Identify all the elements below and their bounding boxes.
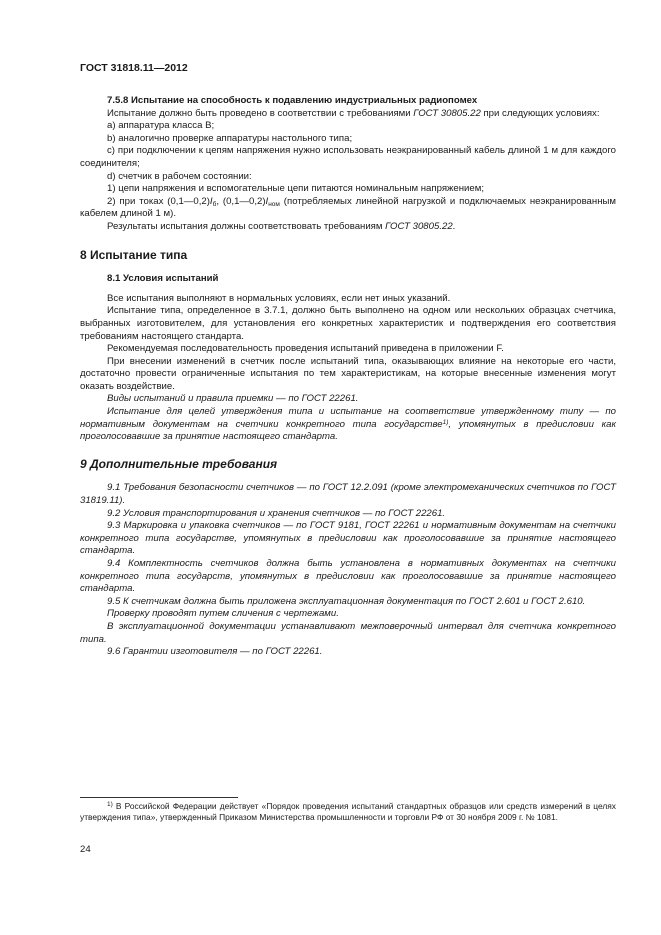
condition-b: b) аналогично проверке аппаратуры настольного типа;	[107, 132, 353, 144]
condition-c: с) при подключении к цепям напряжения нужно использовать неэкранированный кабель длиной 1 м для каждого соединителя;	[80, 145, 616, 169]
footnote	[80, 801, 616, 823]
clause-9-4: 9.4 Комплектность счетчиков должна быть установлена в нормативных документах на счетчики конкретного типа государств, упомянутых в предисловии как проголосовавшие за принятие настоящего стандарта.	[80, 558, 616, 595]
condition-d1: 1) цепи напряжения и вспомогательные цепи питаются номинальным напряжением;	[107, 183, 485, 195]
clause-8-1-p5: Виды испытаний и правила приемки — по ГОСТ 22261.	[107, 393, 359, 405]
footnote-text: $^{1)}$ В Российской Федерации действует «Порядок проведения испытаний стандартных образцов или средств измерений в целях утверждения типа», утвержденный Приказом Министерства промышленности и торговли РФ от 30 ноября 2009 г. № 1081.	[80, 801, 616, 822]
page-number: 24	[80, 844, 91, 855]
clause-9-2: 9.2 Условия транспортирования и хранения счетчиков — по ГОСТ 22261.	[107, 507, 446, 519]
standard-reference: ГОСТ 30805.22	[385, 220, 453, 232]
clause-7-5-8-title: 7.5.8 Испытание на способность к подавлению индустриальных радиопомех	[107, 95, 478, 106]
clause-8-1-p6: Испытание для целей утверждения типа и испытание на соответствие утвержденному типу — по нормативным документам на счетчики конкретного типа государстве$^{1)}$, упомянутых в предисловии как проголосовавшие за принятие настоящего стандарта.	[80, 406, 616, 443]
clause-9-3: 9.3 Маркировка и упаковка счетчиков — по ГОСТ 9181, ГОСТ 22261 и нормативным документам на счетчики конкретного типа государстве, упомянутых в предисловии как проголосовавшие за принятие настоящего стандарта.	[80, 520, 616, 557]
clause-8-1-p4: При внесении изменений в счетчик после испытаний типа, оказывающих влияние на некоторые его части, достаточно провести ограниченные испытания по тем характеристикам, на которые внесенные изменения могут оказать воздействие.	[80, 355, 616, 392]
clause-7-5-8-result: Результаты испытания должны соответствовать требованиям ГОСТ 30805.22.	[107, 220, 456, 232]
clause-9-5: 9.5 К счетчикам должна быть приложена эксплуатационная документация по ГОСТ 2.601 и ГОСТ 2.610.	[107, 595, 586, 607]
clause-9-5-p3: В эксплуатационной документации устанавливают межповерочный интервал для счетчика конкретного типа.	[80, 620, 616, 645]
clause-7-5-8-intro: Испытание должно быть проведено в соответствии с требованиями ГОСТ 30805.22 при следующих условиях:	[107, 107, 600, 119]
clause-9-6: 9.6 Гарантии изготовителя — по ГОСТ 22261.	[107, 646, 323, 658]
clause-9-1: 9.1 Требования безопасности счетчиков — по ГОСТ 12.2.091 (кроме электромеханических счетчиков по ГОСТ 31819.11).	[80, 482, 616, 507]
clause-8-1-title: 8.1 Условия испытаний	[107, 273, 219, 285]
standard-reference: ГОСТ 30805.22	[413, 107, 481, 119]
footnote-mark: 1)	[107, 801, 113, 808]
footnote-divider	[80, 797, 238, 798]
footnote-ref: 1)	[442, 418, 449, 426]
clause-9-5-p2: Проверку проводят путем сличения с чертежами.	[107, 608, 339, 620]
section-8-heading: 8 Испытание типа	[80, 247, 188, 262]
clause-8-1-p2: Испытание типа, определенное в 3.7.1, должно быть выполнено на одном или нескольких образцах счетчика, выбранных изготовителем, для установления его конкретных характеристик и подтверждения его соответствия требованиям настоящего стандарта.	[80, 305, 616, 342]
document-body	[80, 95, 616, 659]
condition-a: а) аппаратура класса В;	[107, 120, 215, 132]
section-9-heading: 9 Дополнительные требования	[80, 456, 278, 471]
clause-8-1-p1: Все испытания выполняют в нормальных условиях, если нет иных указаний.	[107, 292, 451, 304]
condition-d: d) счетчик в рабочем состоянии:	[107, 170, 252, 182]
condition-d2: 2) при токах $(0,1—0,2)I_б$, $(0,1—0,2)I_{ном}$ (потребляемых линейной нагрузкой и подключаемых неэкранированным кабелем длиной 1 м).	[80, 195, 616, 220]
clause-8-1-p3: Рекомендуемая последовательность проведения испытаний приведена в приложении F.	[107, 343, 504, 355]
running-header: ГОСТ 31818.11—2012	[80, 62, 188, 74]
